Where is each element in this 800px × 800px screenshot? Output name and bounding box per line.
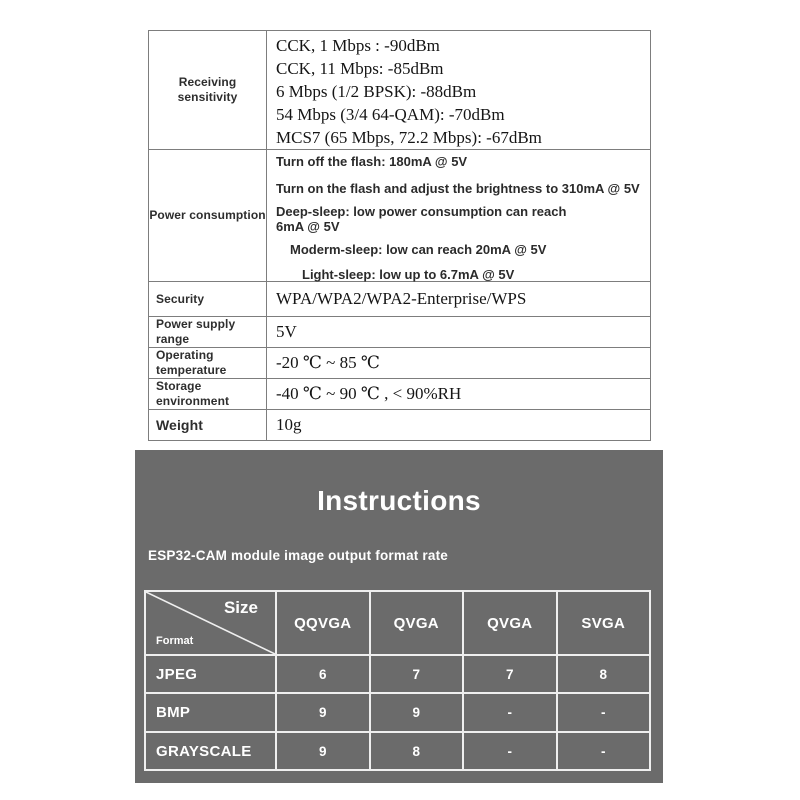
spec-row-label xyxy=(149,317,266,347)
spec-row-label xyxy=(149,379,266,409)
table-cell-value: 7 xyxy=(371,656,463,692)
column-header-svga: SVGA xyxy=(558,592,650,654)
table-cell-value: 9 xyxy=(371,694,463,731)
spec-value-line: Turn off the flash: 180mA @ 5V xyxy=(276,154,468,169)
spec-value-line: CCK, 11 Mbps: -85dBm xyxy=(276,59,444,78)
table-cell-value: - xyxy=(464,733,556,769)
spec-label-operating-temperature: Operating temperature xyxy=(156,348,227,377)
spec-value-line: CCK, 1 Mbps : -90dBm xyxy=(276,36,440,55)
table-cell-value: 9 xyxy=(277,694,369,731)
spec-row-label xyxy=(149,150,266,281)
spec-label-weight: Weight xyxy=(156,416,204,433)
table-cell-value: 8 xyxy=(371,733,463,769)
spec-row-label xyxy=(149,348,266,378)
spec-label-power-consumption: Power consumption xyxy=(149,208,266,222)
spec-value-line: 54 Mbps (3/4 64-QAM): -70dBm xyxy=(276,105,505,124)
spec-label-security: Security xyxy=(156,291,205,306)
format-rate-table xyxy=(144,590,651,771)
spec-value-line: 6 Mbps (1/2 BPSK): -88dBm xyxy=(276,82,477,101)
row-label-jpeg: JPEG xyxy=(146,656,275,692)
spec-value-line: Moderm-sleep: low can reach 20mA @ 5V xyxy=(290,242,547,257)
spec-value-power-consumption xyxy=(267,150,650,281)
instructions-panel xyxy=(135,450,663,783)
spec-value-line: Turn on the flash and adjust the brightness to 310mA @ 5V xyxy=(276,181,640,196)
spec-value-text: 5V xyxy=(276,322,297,341)
table-cell-value: 7 xyxy=(464,656,556,692)
spec-value-power-supply-range xyxy=(267,317,650,347)
spec-value-line: MCS7 (65 Mbps, 72.2 Mbps): -67dBm xyxy=(276,128,542,147)
spec-row-label xyxy=(149,31,266,149)
spec-value-text: -20 ℃ ~ 85 ℃ xyxy=(276,353,380,372)
spec-label-storage-environment: Storage environment xyxy=(156,379,230,408)
spec-value-text: 10g xyxy=(276,415,302,434)
table-cell-value: - xyxy=(558,733,650,769)
spec-value-storage-environment xyxy=(267,379,650,409)
spec-value-text: -40 ℃ ~ 90 ℃ , < 90%RH xyxy=(276,384,462,403)
spec-row-label xyxy=(149,282,266,316)
table-corner-cell xyxy=(146,592,275,654)
instructions-subtitle: ESP32-CAM module image output format rate xyxy=(148,548,448,563)
spec-table xyxy=(148,30,651,441)
spec-value-line: Deep-sleep: low power consumption can reach xyxy=(276,204,567,219)
corner-format-label: Format xyxy=(156,635,194,647)
spec-value-operating-temperature xyxy=(267,348,650,378)
spec-value-security xyxy=(267,282,650,316)
corner-size-label: Size xyxy=(223,598,258,617)
table-cell-value: - xyxy=(464,694,556,731)
table-cell-value: 6 xyxy=(277,656,369,692)
spec-value-line: 6mA @ 5V xyxy=(276,219,340,234)
row-label-grayscale: GRAYSCALE xyxy=(146,733,275,769)
spec-label-receiving-sensitivity: Receiving sensitivity xyxy=(177,75,238,104)
table-cell-value: - xyxy=(558,694,650,731)
table-cell-value: 8 xyxy=(558,656,650,692)
spec-value-weight xyxy=(267,410,650,440)
instructions-title: Instructions xyxy=(317,485,481,516)
spec-row-label xyxy=(149,410,266,440)
spec-value-line: Light-sleep: low up to 6.7mA @ 5V xyxy=(302,267,515,282)
spec-label-power-supply-range: Power supply range xyxy=(156,317,236,346)
row-label-bmp: BMP xyxy=(146,694,275,731)
spec-value-text: WPA/WPA2/WPA2-Enterprise/WPS xyxy=(276,289,527,308)
column-header-qvga-2: QVGA xyxy=(464,592,556,654)
spec-value-receiving-sensitivity xyxy=(267,31,650,149)
column-header-qqvga: QQVGA xyxy=(277,592,369,654)
table-cell-value: 9 xyxy=(277,733,369,769)
column-header-qvga: QVGA xyxy=(371,592,463,654)
